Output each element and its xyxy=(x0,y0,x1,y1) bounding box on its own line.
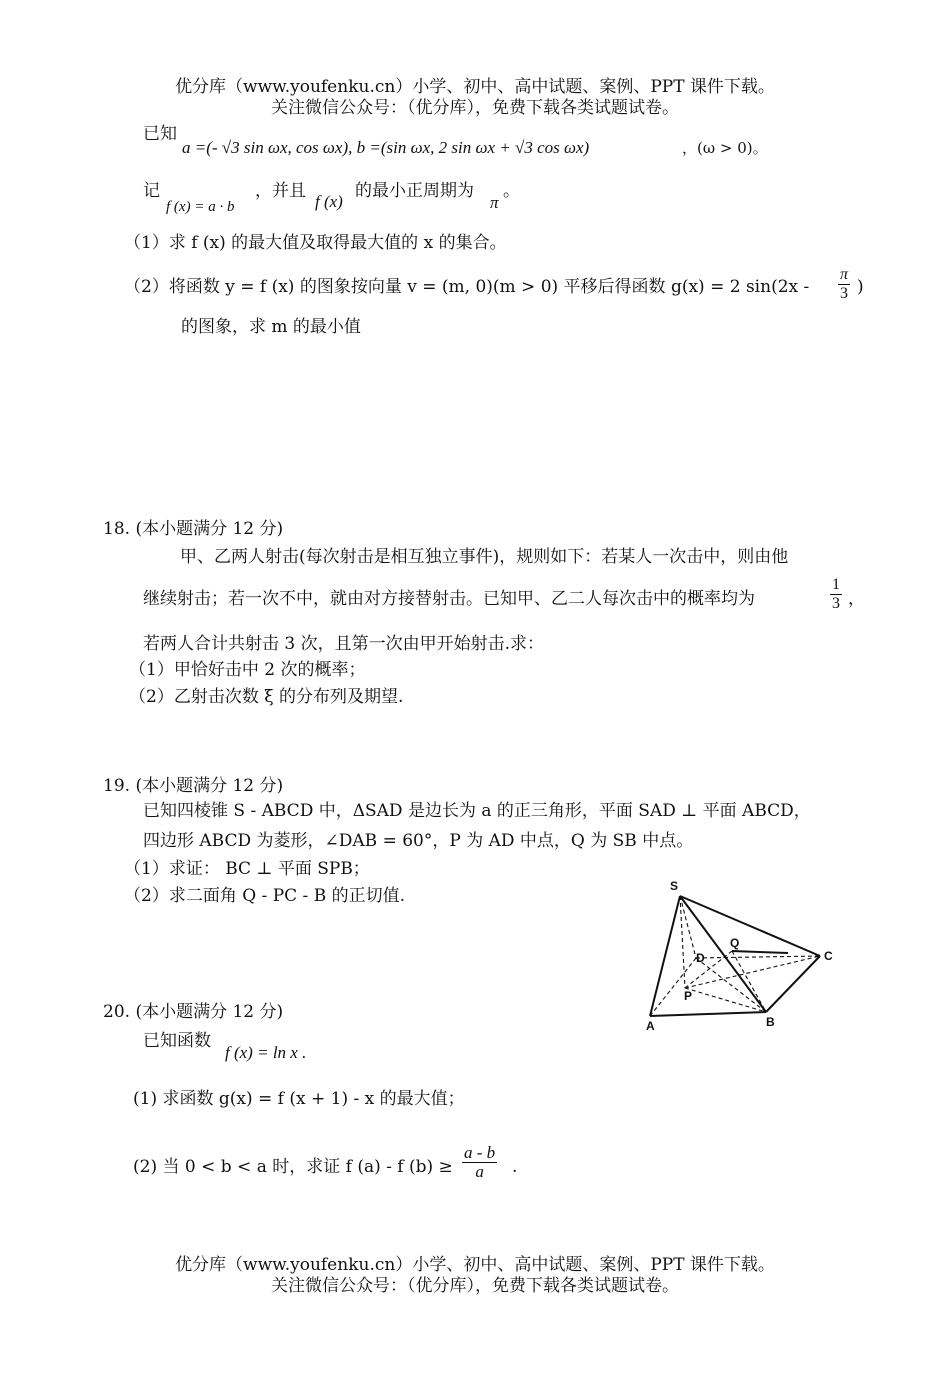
q18-line3: 若两人合计共射击 3 次，且第一次由甲开始射击.求： xyxy=(143,634,545,654)
q20-line1-pre: 已知函数 xyxy=(143,1031,211,1051)
q17-pi-over-3 xyxy=(838,266,850,303)
vertex-label-p: P xyxy=(684,989,693,1003)
q18-part2: （2）乙射击次数 ξ 的分布列及期望. xyxy=(129,687,404,707)
q20-frac-denominator: a xyxy=(475,1162,484,1181)
q17-period-end: 。 xyxy=(503,181,520,201)
q19-line2: 四边形 ABCD 为菱形，∠DAB = 60°，P 为 AD 中点，Q 为 SB 中点。 xyxy=(143,831,694,851)
vertex-label-a: A xyxy=(646,1019,655,1033)
q17-f-definition: f (x) = a · b xyxy=(166,199,235,215)
q18-part1: （1）甲恰好击中 2 次的概率； xyxy=(129,660,366,680)
q17-vectors: a =(- √3 sin ωx, cos ωx), b =(sin ωx, 2 sin ωx + √3 cos ωx) xyxy=(182,138,590,157)
q17-note-suffix: 的最小正周期为 xyxy=(355,181,474,201)
q18-line2-end: ， xyxy=(848,589,865,609)
q18-line1: 甲、乙两人射击(每次射击是相互独立事件)，规则如下：若某人一次击中，则由他 xyxy=(180,547,789,567)
footer-source-line: 优分库（www.youfenku.cn）小学、初中、高中试题、案例、PPT 课件下载。 xyxy=(175,1255,775,1275)
vertex-label-s: S xyxy=(670,879,679,893)
q20-function-def: f (x) = ln x . xyxy=(225,1043,307,1062)
pyramid-figure xyxy=(638,874,848,1034)
q18-probability-fraction xyxy=(830,576,842,613)
q17-given-label: 已知 xyxy=(143,124,177,144)
q18-frac-denominator: 3 xyxy=(832,595,840,612)
q19-title: 19. (本小题满分 12 分) xyxy=(103,776,284,796)
q19-line1: 已知四棱锥 S - ABCD 中，ΔSAD 是边长为 a 的正三角形，平面 SAD ⊥ 平面 ABCD， xyxy=(143,801,811,821)
q17-omega-cond: ，(ω > 0)。 xyxy=(682,139,768,157)
q20-part2-end: . xyxy=(512,1157,518,1177)
q18-frac-numerator: 1 xyxy=(832,576,840,593)
q20-frac-numerator: a - b xyxy=(464,1143,496,1162)
q17-frac-denominator: 3 xyxy=(840,285,848,302)
header-source-line: 优分库（www.youfenku.cn）小学、初中、高中试题、案例、PPT 课件下载。 xyxy=(175,77,775,97)
q17-note-mid: ，并且 xyxy=(255,181,306,201)
vertex-label-b: B xyxy=(766,1015,775,1029)
q19-part1: （1）求证： BC ⊥ 平面 SPB； xyxy=(124,859,370,879)
q17-pi: π xyxy=(490,193,499,212)
q17-part2-line2: 的图象，求 m 的最小值 xyxy=(181,317,361,337)
vertex-label-q: Q xyxy=(730,936,740,950)
q17-part1: （1）求 f (x) 的最大值及取得最大值的 x 的集合。 xyxy=(124,233,507,253)
q19-part2: （2）求二面角 Q - PC - B 的正切值. xyxy=(124,886,406,906)
footer-wechat-line: 关注微信公众号：（优分库），免费下载各类试题试卷。 xyxy=(271,1276,679,1296)
q20-part2: (2) 当 0 < b < a 时，求证 f (a) - f (b) ≥ xyxy=(133,1157,453,1177)
q20-part1: (1) 求函数 g(x) = f (x + 1) - x 的最大值； xyxy=(133,1089,465,1109)
header-wechat-line: 关注微信公众号：（优分库），免费下载各类试题试卷。 xyxy=(271,98,679,118)
q20-title: 20. (本小题满分 12 分) xyxy=(103,1002,284,1022)
vertex-label-d: D xyxy=(696,951,705,965)
q17-part2-line1: （2）将函数 y = f (x) 的图象按向量 v = (m, 0)(m > 0) 平移后得函数 g(x) = 2 sin(2x - xyxy=(124,277,810,297)
q18-line2: 继续射击；若一次不中，就由对方接替射击。已知甲、乙二人每次击中的概率均为 xyxy=(143,589,755,609)
q17-part2-close: ) xyxy=(857,277,864,297)
q17-frac-numerator: π xyxy=(840,266,849,283)
q17-note-prefix: 记 xyxy=(143,181,160,201)
q17-fx: f (x) xyxy=(315,192,343,211)
q20-inequality-fraction xyxy=(462,1144,497,1181)
vertex-label-c: C xyxy=(824,949,833,963)
q18-title: 18. (本小题满分 12 分) xyxy=(103,519,284,539)
